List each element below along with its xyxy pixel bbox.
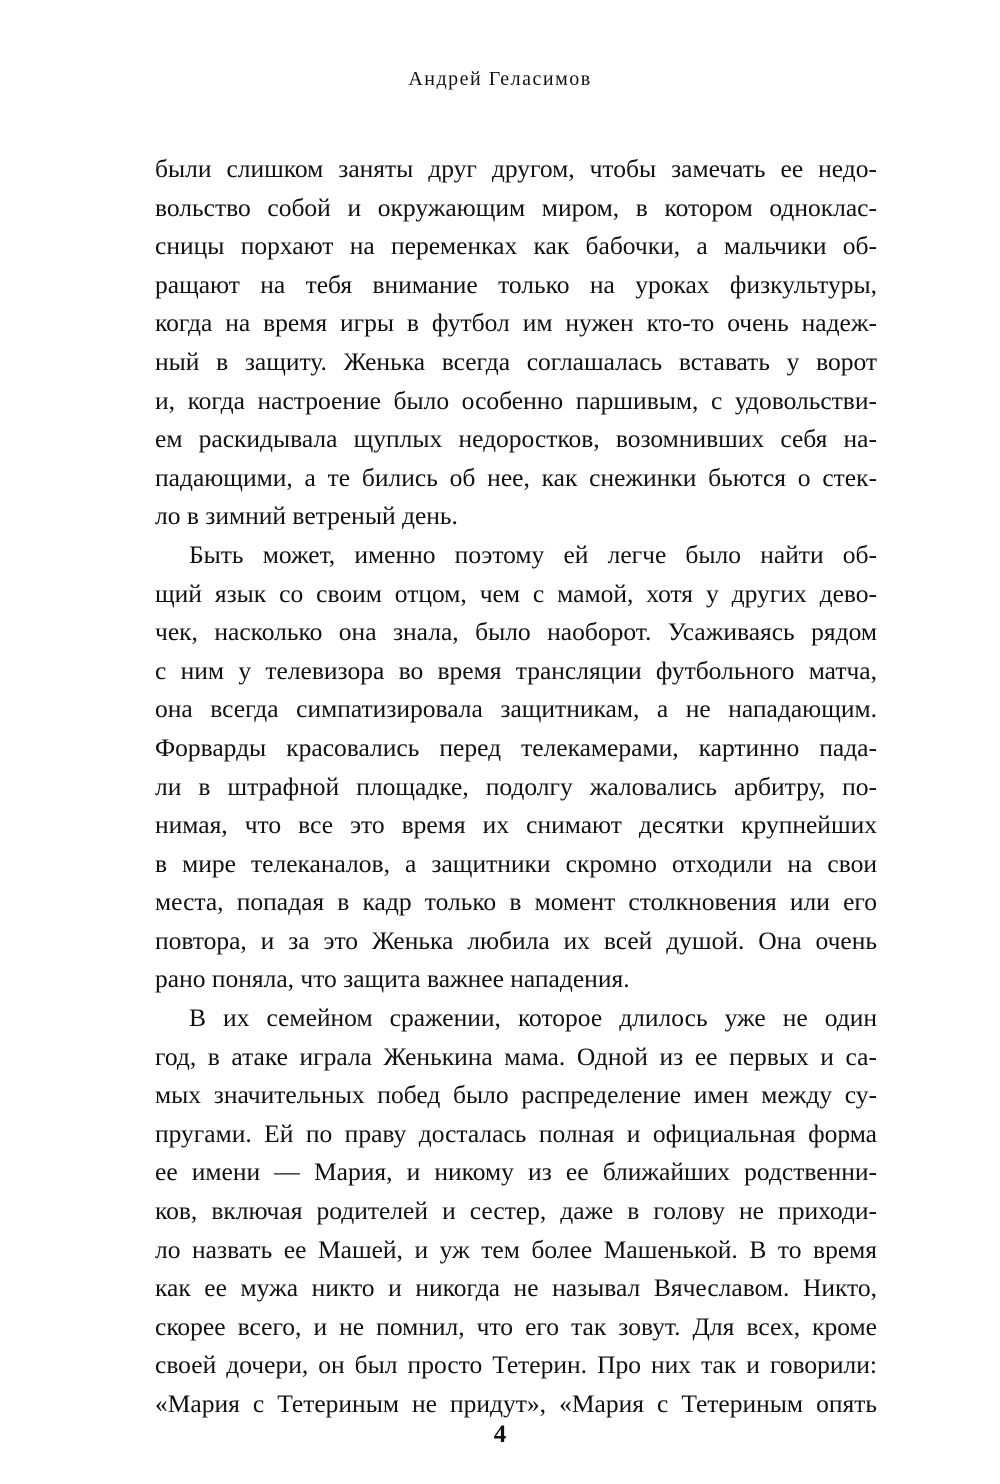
text-line: год, в атаке играла Женькина мама. Одной из ее первых и са- bbox=[155, 1041, 877, 1071]
text-line: ный в защиту. Женька всегда соглашалась вставать у ворот bbox=[155, 346, 877, 376]
text-line: Быть может, именно поэтому ей легче было найти об- bbox=[189, 539, 877, 569]
text-line: Форварды красовались перед телекамерами, картинно пада- bbox=[155, 732, 877, 762]
text-line: чек, насколько она знала, было наоборот. Усаживаясь рядом bbox=[155, 617, 877, 647]
text-line: ли в штрафной площадке, подолгу жаловались арбитру, по- bbox=[155, 771, 877, 801]
text-line: В их семейном сражении, которое длилось уже не один bbox=[189, 1003, 877, 1033]
running-head: Андрей Геласимов bbox=[408, 68, 592, 90]
text-line: мых значительных побед было распределение имен между су- bbox=[155, 1080, 877, 1110]
text-line: как ее мужа никто и никогда не называл Вячеславом. Никто, bbox=[155, 1273, 877, 1303]
text-line: пругами. Ей по праву досталась полная и официальная форма bbox=[155, 1118, 877, 1148]
paragraph-3 bbox=[155, 999, 877, 1424]
text-line: вольство собой и окружающим миром, в котором однoклас- bbox=[155, 192, 877, 222]
text-line: нимая, что все это время их снимают десятки крупнейших bbox=[155, 810, 877, 840]
text-line: она всегда симпатизировала защитникам, а не нападающим. bbox=[155, 694, 877, 724]
text-line: места, попадая в кадр только в момент столкновения или его bbox=[155, 887, 877, 917]
text-line: ло назвать ее Машей, и уж тем более Машенькой. В то время bbox=[155, 1234, 877, 1264]
text-line: ем раскидывала щуплых недоростков, возомнивших себя на- bbox=[155, 424, 877, 454]
text-line: щий язык со своим отцом, чем с мамой, хотя у других дево- bbox=[155, 578, 877, 608]
text-line: были слишком заняты друг другом, чтобы замечать ее недо- bbox=[155, 154, 877, 183]
text-line: когда на время игры в футбол им нужен кто-то очень надеж- bbox=[155, 308, 877, 338]
paragraph-1 bbox=[155, 150, 877, 536]
text-line: ращают на тебя внимание только на уроках физкультуры, bbox=[155, 269, 877, 299]
text-line: «Мария с Тетериным не придут», «Мария с Тетериным опять bbox=[155, 1389, 877, 1418]
text-line: ее имени — Мария, и никому из ее ближайших родственни- bbox=[155, 1157, 877, 1187]
text-line: ков, включая родителей и сестер, даже в голову не приходи- bbox=[155, 1196, 877, 1226]
text-line: повтора, и за это Женька любила их всей душой. Она очень bbox=[155, 925, 877, 955]
text-line: своей дочери, он был просто Тетерин. Про них так и говорили: bbox=[155, 1350, 877, 1380]
text-line: и, когда настроение было особенно паршивым, с удовольстви- bbox=[155, 385, 877, 415]
text-line: сницы порхают на переменках как бабочки, а мальчики об- bbox=[155, 231, 877, 261]
text-line: ло в зимний ветреный день. bbox=[155, 501, 458, 531]
paragraph-2 bbox=[155, 536, 877, 999]
text-line: падающими, а те бились об нее, как снежинки бьются о стек- bbox=[155, 462, 877, 492]
page-number: 4 bbox=[493, 1421, 507, 1448]
text-line: в мире телеканалов, а защитники скромно отходили на свои bbox=[155, 848, 877, 878]
text-line: скорее всего, и не помнил, что его так зовут. Для всех, кроме bbox=[155, 1311, 877, 1341]
text-line: рано поняла, что защита важнее нападения. bbox=[155, 964, 630, 994]
text-line: с ним у телевизора во время трансляции футбольного матча, bbox=[155, 655, 877, 685]
body-text bbox=[155, 150, 877, 1424]
